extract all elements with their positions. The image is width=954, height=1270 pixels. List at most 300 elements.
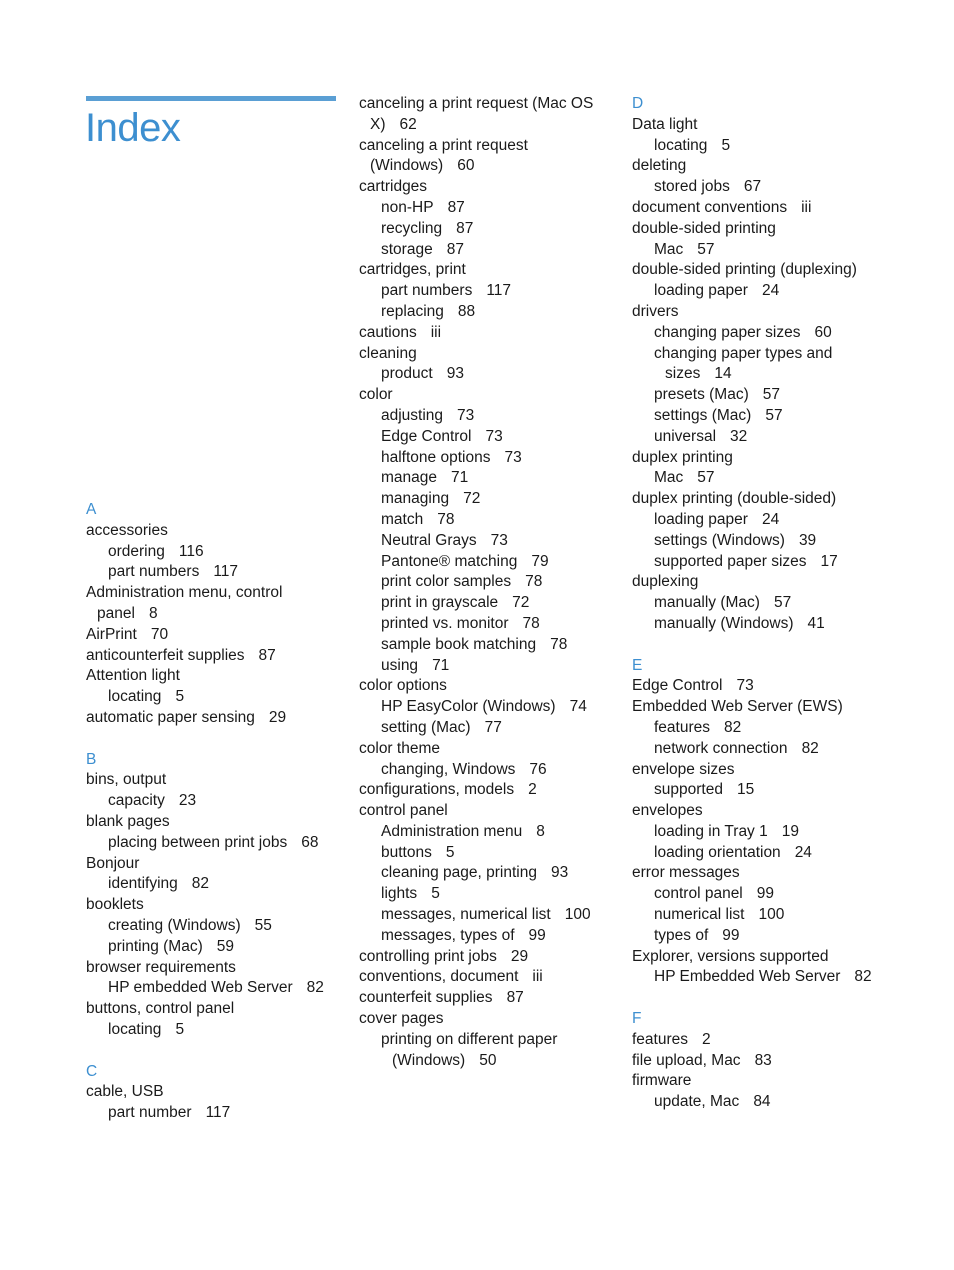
index-entry: [632, 260, 892, 281]
section-letter: D: [632, 95, 644, 112]
index-entry: [359, 385, 614, 406]
index-entry: [632, 156, 892, 177]
entry-page-ref[interactable]: 88: [457, 302, 476, 320]
entry-term: cleaning page, printing: [381, 864, 537, 882]
entry-term: buttons, control panel: [86, 1000, 235, 1018]
entry-term: supported: [654, 781, 723, 799]
entry-term: adjusting: [381, 406, 444, 424]
index-entry: [359, 344, 614, 365]
entry-page-ref[interactable]: 24: [794, 843, 812, 861]
entry-page-ref[interactable]: 70: [150, 625, 169, 643]
entry-page-ref[interactable]: 73: [736, 677, 754, 695]
entry-page-ref[interactable]: 17: [820, 552, 838, 570]
entry-page-ref[interactable]: 78: [437, 510, 455, 528]
entry-page-ref[interactable]: 2: [528, 781, 537, 799]
entry-term: canceling a print request (Windows): [359, 136, 528, 175]
index-subentry: [359, 718, 614, 739]
entry-page-ref[interactable]: 5: [445, 843, 455, 861]
index-subentry: [86, 562, 346, 583]
index-subentry: [359, 281, 614, 302]
index-entry: [632, 448, 892, 469]
index-subentry: [359, 302, 614, 323]
index-subentry: [632, 967, 892, 988]
index-entry: [86, 812, 346, 833]
entry-page-ref[interactable]: 5: [721, 136, 731, 154]
entry-page-ref[interactable]: iii: [532, 968, 543, 986]
entry-page-ref[interactable]: 82: [724, 718, 742, 736]
entry-page-ref[interactable]: 79: [531, 552, 549, 570]
entry-term: double-sided printing (duplexing): [632, 261, 857, 279]
entry-page-ref[interactable]: 83: [754, 1051, 772, 1069]
index-subentry: [359, 1030, 614, 1072]
entry-page-ref[interactable]: 99: [722, 926, 740, 944]
entry-term: features: [654, 718, 711, 736]
index-entry: [359, 136, 614, 178]
index-section: [86, 750, 346, 1041]
entry-term: color: [359, 386, 393, 404]
entry-term: canceling a print request (Mac OS X): [359, 95, 594, 133]
entry-term: AirPrint: [86, 625, 137, 643]
index-entry: [632, 302, 892, 323]
index-section: [86, 1062, 346, 1124]
index-subentry: [359, 884, 614, 905]
entry-term: Edge Control: [381, 427, 472, 445]
index-subentry: [632, 780, 892, 801]
entry-term: manually (Mac): [654, 594, 760, 612]
entry-term: messages, types of: [381, 926, 515, 944]
entry-page-ref[interactable]: 74: [569, 698, 587, 716]
entry-term: types of: [654, 926, 709, 944]
entry-page-ref[interactable]: 93: [550, 864, 569, 882]
entry-page-ref[interactable]: 32: [730, 427, 748, 445]
entry-page-ref[interactable]: iii: [430, 323, 442, 341]
index-subentry: [359, 760, 614, 781]
index-entry: [359, 780, 614, 801]
section-letter: F: [632, 1010, 642, 1028]
entry-page-ref[interactable]: 14: [714, 365, 732, 383]
entry-term: automatic paper sensing: [86, 708, 255, 726]
index-entry: [86, 708, 346, 729]
entry-term: blank pages: [86, 812, 170, 830]
index-subentry: [632, 718, 892, 739]
entry-page-ref[interactable]: 68: [301, 833, 319, 851]
index-subentry: [359, 697, 614, 718]
index-subentry: [632, 593, 892, 614]
entry-term: ordering: [108, 542, 165, 560]
entry-term: envelopes: [632, 802, 703, 820]
index-entry: [359, 739, 614, 760]
entry-page-ref[interactable]: 57: [765, 406, 783, 424]
entry-term: HP embedded Web Server: [108, 979, 293, 997]
index-subentry: [632, 240, 892, 261]
index-subentry: [632, 385, 892, 406]
index-entry: [632, 801, 892, 822]
entry-term: cartridges: [359, 178, 428, 196]
entry-page-ref[interactable]: 82: [191, 875, 210, 893]
index-entry: [86, 854, 346, 875]
entry-page-ref[interactable]: 50: [479, 1051, 497, 1069]
entry-term: Bonjour: [86, 854, 140, 872]
entry-page-ref[interactable]: 24: [761, 510, 780, 528]
entry-page-ref[interactable]: 99: [528, 926, 546, 944]
index-entry: [359, 1009, 614, 1030]
entry-term: capacity: [108, 792, 165, 810]
entry-page-ref[interactable]: 99: [756, 885, 775, 903]
entry-page-ref[interactable]: 78: [525, 573, 543, 591]
index-subentry: [86, 1103, 346, 1124]
index-entry: [359, 676, 614, 697]
index-entry: [359, 94, 614, 136]
index-entry: [632, 676, 892, 697]
entry-term: counterfeit supplies: [359, 989, 493, 1007]
index-subentry: [359, 198, 614, 219]
entry-page-ref[interactable]: 57: [697, 469, 715, 487]
entry-term: locating: [108, 688, 162, 706]
entry-term: Attention light: [86, 667, 180, 685]
entry-term: changing paper types and sizes: [654, 344, 833, 383]
index-entry: [359, 260, 614, 281]
index-subentry: [632, 177, 892, 198]
index-entry: [632, 1071, 892, 1092]
index-section: [632, 656, 892, 989]
entry-term: duplex printing: [632, 448, 733, 466]
index-subentry: [632, 427, 892, 448]
index-entry: [632, 219, 892, 240]
entry-term: color theme: [359, 739, 440, 757]
index-subentry: [632, 323, 892, 344]
index-subentry: [86, 1020, 346, 1041]
entry-term: deleting: [632, 157, 687, 175]
entry-term: placing between print jobs: [108, 833, 288, 851]
entry-term: Embedded Web Server (EWS): [632, 698, 843, 716]
entry-page-ref[interactable]: 87: [446, 240, 464, 258]
section-letter: A: [86, 501, 97, 518]
index-subentry: [86, 978, 346, 999]
index-subentry: [359, 427, 614, 448]
entry-term: Edge Control: [632, 677, 723, 695]
index-subentry: [632, 926, 892, 947]
index-section: [359, 94, 614, 1071]
index-subentry: [359, 863, 614, 884]
index-subentry: [86, 687, 346, 708]
entry-term: cable, USB: [86, 1083, 164, 1101]
entry-term: presets (Mac): [654, 386, 749, 404]
entry-term: Administration menu, control panel: [86, 584, 283, 622]
entry-term: loading in Tray 1: [654, 822, 768, 840]
index-subentry: [632, 552, 892, 573]
entry-term: HP Embedded Web Server: [654, 968, 841, 986]
entry-page-ref[interactable]: 29: [510, 947, 529, 965]
section-letter: E: [632, 656, 643, 674]
entry-page-ref[interactable]: 19: [781, 822, 799, 840]
entry-term: setting (Mac): [381, 718, 471, 736]
entry-term: recycling: [381, 219, 443, 237]
index-subentry: [632, 281, 892, 302]
index-subentry: [86, 937, 346, 958]
entry-page-ref[interactable]: 57: [773, 594, 792, 612]
index-section: [632, 1009, 892, 1113]
entry-term: Mac: [654, 240, 684, 258]
entry-page-ref[interactable]: 23: [178, 792, 197, 810]
entry-term: features: [632, 1030, 689, 1048]
index-subentry: [359, 593, 614, 614]
index-entry: [86, 583, 346, 625]
entry-term: firmware: [632, 1072, 692, 1090]
index-entry: [632, 1030, 892, 1051]
entry-page-ref[interactable]: 87: [258, 646, 276, 664]
entry-page-ref[interactable]: 8: [148, 604, 158, 622]
entry-page-ref[interactable]: 100: [564, 906, 591, 924]
entry-term: control panel: [359, 802, 448, 820]
entry-page-ref[interactable]: 39: [798, 531, 817, 549]
index-subentry: [359, 240, 614, 261]
entry-term: network connection: [654, 739, 788, 757]
index-column-1: [86, 500, 346, 1145]
entry-term: print color samples: [381, 573, 512, 591]
entry-term: locating: [654, 136, 708, 154]
entry-page-ref[interactable]: 62: [399, 115, 417, 133]
index-subentry: [632, 905, 892, 926]
title-rule: [86, 96, 336, 101]
index-subentry: [359, 926, 614, 947]
entry-term: envelope sizes: [632, 760, 735, 778]
index-entry: [632, 697, 892, 718]
entry-page-ref[interactable]: 24: [761, 282, 780, 300]
index-subentry: [359, 572, 614, 593]
entry-term: non-HP: [381, 198, 434, 216]
index-entry: [632, 489, 892, 510]
entry-page-ref[interactable]: 82: [854, 968, 872, 986]
index-subentry: [359, 656, 614, 677]
index-entry: [86, 666, 346, 687]
entry-term: color options: [359, 677, 447, 695]
index-section: [86, 500, 346, 729]
entry-page-ref[interactable]: 87: [506, 989, 524, 1007]
index-subentry: [359, 489, 614, 510]
entry-term: changing paper sizes: [654, 323, 801, 341]
index-column-2: [359, 94, 614, 1092]
entry-page-ref[interactable]: 41: [807, 614, 825, 632]
entry-page-ref[interactable]: 5: [175, 1020, 185, 1038]
entry-term: loading orientation: [654, 843, 781, 861]
entry-page-ref[interactable]: 76: [529, 760, 547, 778]
index-subentry: [359, 614, 614, 635]
entry-page-ref[interactable]: 55: [254, 916, 272, 934]
index-subentry: [359, 510, 614, 531]
entry-page-ref[interactable]: 73: [490, 531, 508, 549]
index-subentry: [632, 614, 892, 635]
entry-term: locating: [108, 1020, 162, 1038]
entry-page-ref[interactable]: 5: [175, 688, 185, 706]
entry-term: lights: [381, 885, 418, 903]
entry-term: messages, numerical list: [381, 906, 551, 924]
entry-term: document conventions: [632, 198, 788, 216]
entry-page-ref[interactable]: 93: [446, 365, 464, 383]
entry-term: control panel: [654, 885, 743, 903]
index-subentry: [359, 843, 614, 864]
entry-term: manually (Windows): [654, 614, 794, 632]
entry-page-ref[interactable]: 84: [753, 1093, 771, 1111]
entry-page-ref[interactable]: 15: [736, 781, 755, 799]
entry-page-ref[interactable]: 59: [216, 937, 234, 955]
entry-page-ref[interactable]: 78: [522, 614, 540, 632]
entry-page-ref[interactable]: 57: [762, 386, 780, 404]
section-letter: B: [86, 750, 97, 768]
entry-page-ref[interactable]: 100: [758, 906, 785, 924]
index-entry: [632, 760, 892, 781]
entry-term: manage: [381, 469, 438, 487]
entry-page-ref[interactable]: 82: [801, 739, 819, 757]
index-entry: [86, 895, 346, 916]
entry-term: file upload, Mac: [632, 1051, 741, 1069]
entry-term: duplexing: [632, 573, 699, 591]
entry-term: Neutral Grays: [381, 531, 477, 549]
index-subentry: [86, 542, 346, 563]
entry-term: loading paper: [654, 282, 748, 300]
index-entry: [359, 967, 614, 988]
entry-term: cartridges, print: [359, 261, 466, 279]
entry-term: part number: [108, 1104, 192, 1122]
entry-term: buttons: [381, 843, 432, 861]
entry-term: numerical list: [654, 906, 745, 924]
entry-page-ref[interactable]: 87: [447, 198, 465, 216]
entry-page-ref[interactable]: 73: [485, 427, 503, 445]
index-entry: [359, 988, 614, 1009]
entry-term: match: [381, 510, 424, 528]
index-subentry: [86, 791, 346, 812]
entry-page-ref[interactable]: 78: [550, 635, 568, 653]
entry-term: cautions: [359, 323, 417, 341]
index-entry: [359, 177, 614, 198]
entry-page-ref[interactable]: 29: [268, 708, 287, 726]
entry-page-ref[interactable]: 60: [457, 157, 475, 175]
index-entry: [86, 770, 346, 791]
entry-term: replacing: [381, 302, 444, 320]
entry-term: conventions, document: [359, 968, 519, 986]
entry-term: loading paper: [654, 510, 748, 528]
entry-term: supported paper sizes: [654, 552, 807, 570]
index-entry: [86, 625, 346, 646]
entry-page-ref[interactable]: 57: [697, 240, 715, 258]
index-entry: [359, 323, 614, 344]
entry-term: printing (Mac): [108, 937, 203, 955]
entry-page-ref[interactable]: 117: [213, 563, 239, 581]
entry-term: print in grayscale: [381, 594, 499, 612]
entry-page-ref[interactable]: 71: [432, 656, 450, 674]
index-subentry: [632, 843, 892, 864]
entry-page-ref[interactable]: 5: [431, 885, 440, 903]
index-subentry: [86, 874, 346, 895]
index-entry: [86, 999, 346, 1020]
entry-page-ref[interactable]: 71: [451, 469, 469, 487]
entry-term: Explorer, versions supported: [632, 947, 829, 965]
entry-page-ref[interactable]: 60: [814, 323, 832, 341]
entry-page-ref[interactable]: 72: [512, 594, 530, 612]
index-section: [632, 94, 892, 635]
entry-term: storage: [381, 240, 433, 258]
entry-term: browser requirements: [86, 958, 236, 976]
entry-term: controlling print jobs: [359, 947, 497, 965]
entry-page-ref[interactable]: 82: [306, 979, 324, 997]
entry-term: creating (Windows): [108, 916, 241, 934]
entry-page-ref[interactable]: 117: [486, 282, 512, 300]
entry-term: sample book matching: [381, 635, 537, 653]
entry-page-ref[interactable]: 8: [536, 822, 545, 840]
entry-term: configurations, models: [359, 781, 515, 799]
entry-term: printed vs. monitor: [381, 614, 509, 632]
entry-page-ref[interactable]: 67: [743, 178, 762, 196]
index-subentry: [359, 364, 614, 385]
index-entry: [632, 198, 892, 219]
index-subentry: [632, 884, 892, 905]
entry-term: halftone options: [381, 448, 491, 466]
index-subentry: [359, 905, 614, 926]
entry-term: stored jobs: [654, 178, 730, 196]
entry-page-ref[interactable]: 73: [457, 406, 475, 424]
index-entry: [86, 646, 346, 667]
entry-term: identifying: [108, 875, 178, 893]
index-entry: [632, 572, 892, 593]
entry-page-ref[interactable]: iii: [801, 198, 812, 216]
entry-term: cleaning: [359, 344, 417, 362]
entry-term: cover pages: [359, 1010, 444, 1028]
entry-page-ref[interactable]: 2: [702, 1030, 711, 1048]
entry-page-ref[interactable]: 117: [205, 1104, 231, 1122]
index-subentry: [359, 219, 614, 240]
index-subentry: [632, 822, 892, 843]
index-entry: [86, 1082, 346, 1103]
page-title: Index: [85, 106, 181, 150]
entry-term: settings (Windows): [654, 531, 785, 549]
entry-term: update, Mac: [654, 1093, 740, 1111]
entry-page-ref[interactable]: 72: [463, 490, 481, 508]
entry-page-ref[interactable]: 77: [484, 718, 502, 736]
index-subentry: [86, 833, 346, 854]
index-entry: [632, 1051, 892, 1072]
section-letter: C: [86, 1062, 98, 1080]
index-subentry: [86, 916, 346, 937]
index-subentry: [632, 406, 892, 427]
entry-term: booklets: [86, 896, 144, 914]
entry-term: printing on different paper (Windows): [381, 1030, 558, 1069]
index-subentry: [359, 822, 614, 843]
index-column-3: [632, 94, 892, 1134]
entry-term: universal: [654, 427, 717, 445]
entry-term: managing: [381, 490, 450, 508]
index-subentry: [359, 406, 614, 427]
index-subentry: [359, 468, 614, 489]
entry-term: using: [381, 656, 419, 674]
entry-term: double-sided printing: [632, 219, 776, 237]
entry-term: accessories: [86, 521, 168, 539]
entry-term: part numbers: [108, 563, 200, 581]
index-subentry: [632, 468, 892, 489]
entry-term: drivers: [632, 302, 679, 320]
entry-term: Data light: [632, 115, 698, 133]
index-entry: [632, 115, 892, 136]
entry-term: product: [381, 365, 433, 383]
index-subentry: [359, 635, 614, 656]
entry-page-ref[interactable]: 87: [456, 219, 474, 237]
index-subentry: [632, 510, 892, 531]
index-entry: [632, 947, 892, 968]
index-entry: [359, 801, 614, 822]
entry-page-ref[interactable]: 73: [504, 448, 522, 466]
entry-page-ref[interactable]: 116: [178, 542, 204, 560]
entry-term: changing, Windows: [381, 760, 516, 778]
index-entry: [86, 958, 346, 979]
entry-term: duplex printing (double-sided): [632, 490, 837, 508]
